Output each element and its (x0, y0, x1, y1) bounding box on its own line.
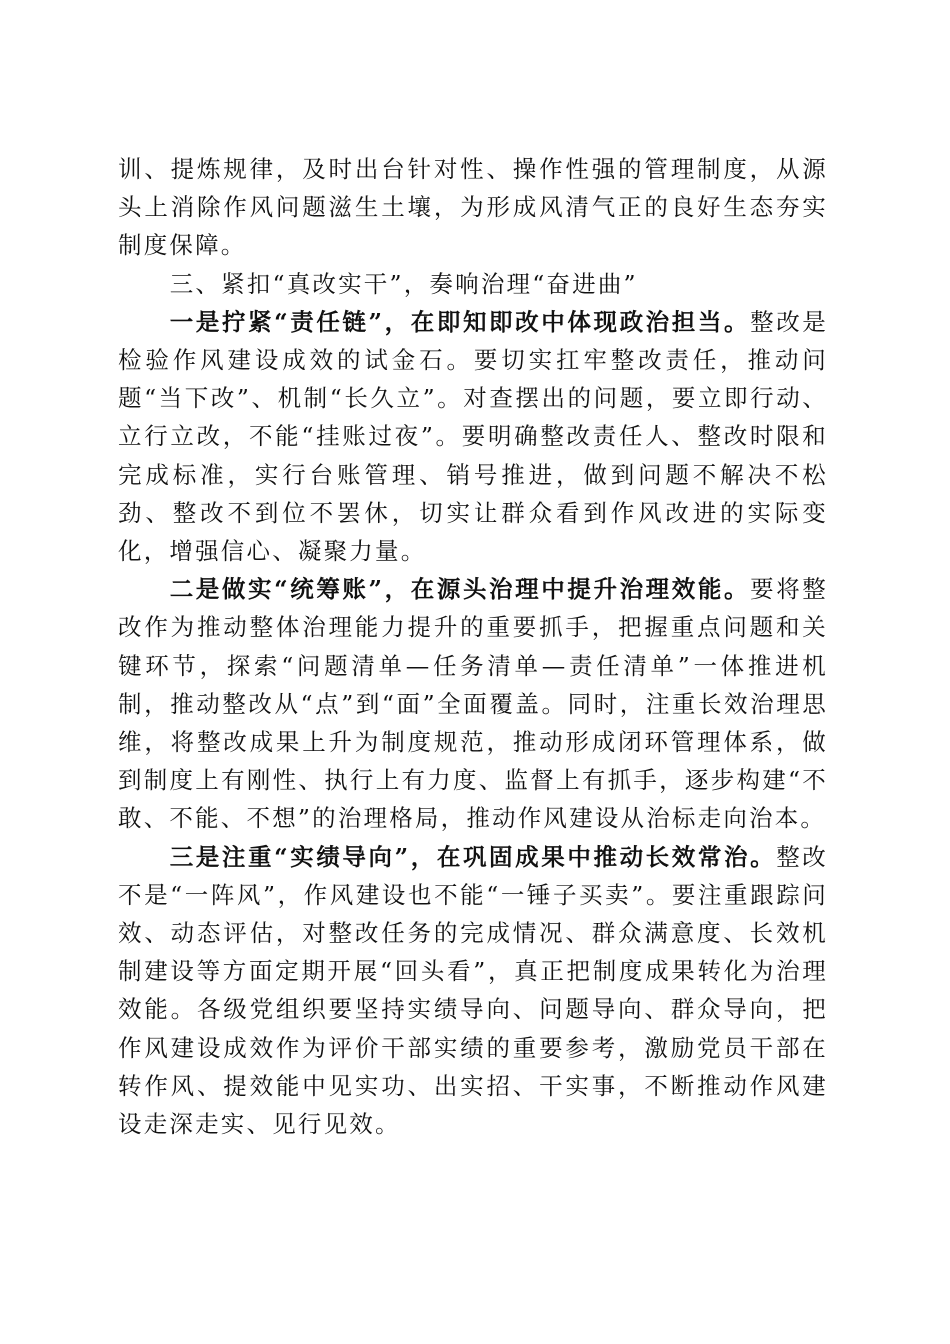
paragraph-2-lead: 二是做实“统筹账”，在源头治理中提升治理效能。 (169, 575, 751, 604)
document-body (118, 150, 828, 1143)
paragraph-3 (118, 838, 828, 1144)
paragraph-2-body: 要将整改作为推动整体治理能力提升的重要抓手，把握重点问题和关键环节，探索“问题清单—任务清单—责任清单”一体推进机制，推动整改从“点”到“面”全面覆盖。同时，注重长效治理思维，将整改成果上升为制度规范，推动形成闭环管理体系，做到制度上有刚性、执行上有力度、监督上有抓手，逐步构建“不敢、不能、不想”的治理格局，推动作风建设从治标走向治本。 (118, 575, 828, 833)
paragraph-1-lead: 一是拧紧“责任链”，在即知即改中体现政治担当。 (169, 307, 751, 336)
paragraph-intro: 训、提炼规律，及时出台针对性、操作性强的管理制度，从源头上消除作风问题滋生土壤，为形成风清气正的良好生态夯实制度保障。 (118, 155, 828, 260)
paragraph-1-body: 整改是检验作风建设成效的试金石。要切实扛牢整改责任，推动问题“当下改”、机制“长久立”。对查摆出的问题，要立即行动、立行立改，不能“挂账过夜”。要明确整改责任人、整改时限和完成标准，实行台账管理、销号推进，做到问题不解决不松劲、整改不到位不罢休，切实让群众看到作风改进的实际变化，增强信心、凝聚力量。 (118, 307, 828, 566)
paragraph-2 (118, 570, 828, 837)
paragraph-3-lead: 三是注重“实绩导向”，在巩固成果中推动长效常治。 (169, 842, 777, 871)
paragraph-3-body: 整改不是“一阵风”，作风建设也不能“一锤子买卖”。要注重跟踪问效、动态评估，对整改任务的完成情况、群众满意度、长效机制建设等方面定期开展“回头看”，真正把制度成果转化为治理效能。各级党组织要坚持实绩导向、问题导向、群众导向，把作风建设成效作为评价干部实绩的重要参考，激励党员干部在转作风、提效能中见实功、出实招、干实事，不断推动作风建设走深走实、见行见效。 (118, 842, 828, 1139)
section-heading: 三、紧扣“真改实干”，奏响治理“奋进曲” (169, 269, 638, 298)
paragraph-1 (118, 303, 828, 570)
